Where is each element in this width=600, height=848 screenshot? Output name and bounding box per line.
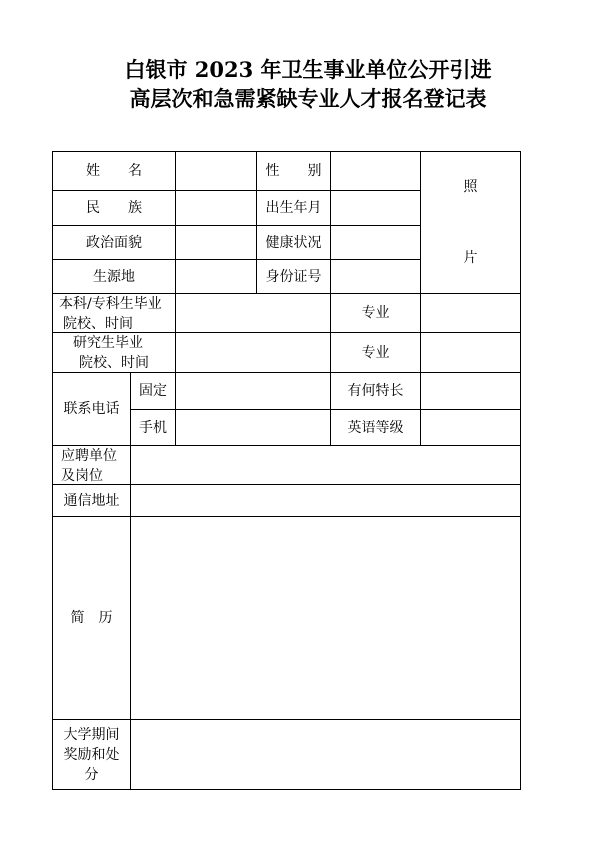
grad-label xyxy=(53,333,175,372)
birth-date-label: 出生年月 xyxy=(265,200,322,216)
id-number-field[interactable] xyxy=(331,260,420,293)
address-field[interactable] xyxy=(131,485,520,516)
position-label-line-2: 及岗位 xyxy=(61,468,103,484)
grad-major-label: 专业 xyxy=(361,344,390,361)
undergrad-major-field[interactable] xyxy=(421,294,520,332)
undergrad-label-line-1: 本科/专科生毕业 xyxy=(59,296,162,312)
english-level-field[interactable] xyxy=(421,410,520,445)
awards-field[interactable] xyxy=(131,720,520,789)
awards-label xyxy=(53,720,130,789)
id-number-label: 身份证号 xyxy=(265,268,322,285)
awards-label-line-3: 分 xyxy=(84,766,99,783)
grad-major-field[interactable] xyxy=(421,333,520,372)
awards-label-line-1: 大学期间 xyxy=(63,726,120,743)
awards-label-line-2: 奖励和处 xyxy=(63,746,120,763)
undergrad-major-label: 专业 xyxy=(361,305,390,321)
english-level-label: 英语等级 xyxy=(347,419,404,436)
health-status-field[interactable] xyxy=(331,226,420,259)
address-label: 通信地址 xyxy=(63,492,120,509)
resume-field[interactable] xyxy=(131,517,520,719)
ethnicity-field[interactable] xyxy=(176,191,256,225)
position-field[interactable] xyxy=(131,446,520,484)
grad-label-line-2: 院校、时间 xyxy=(79,355,149,371)
landline-label: 固定 xyxy=(139,383,167,399)
birth-date-field[interactable] xyxy=(331,191,420,225)
name-label: 姓 名 xyxy=(86,163,142,179)
resume-label: 简 历 xyxy=(70,610,113,626)
origin-label: 生源地 xyxy=(93,268,135,285)
position-label-line-1: 应聘单位 xyxy=(61,448,117,464)
specialty-field[interactable] xyxy=(421,373,520,409)
name-field[interactable] xyxy=(176,152,256,190)
form-title-line-1: 白银市 2023 年卫生事业单位公开引进 xyxy=(124,57,492,82)
grad-school-field[interactable] xyxy=(176,333,330,372)
origin-field[interactable] xyxy=(176,260,256,293)
photo-label-bottom: 片 xyxy=(463,250,478,266)
undergrad-label-line-2: 院校、时间 xyxy=(63,316,133,332)
landline-field[interactable] xyxy=(176,373,330,409)
gender-label: 性 别 xyxy=(265,163,322,179)
phone-label: 联系电话 xyxy=(63,401,120,417)
gender-field[interactable] xyxy=(331,152,420,190)
political-status-field[interactable] xyxy=(176,226,256,259)
grad-label-line-1: 研究生毕业 xyxy=(73,335,143,351)
undergrad-school-field[interactable] xyxy=(176,294,330,332)
specialty-label: 有何特长 xyxy=(347,383,404,399)
health-status-label: 健康状况 xyxy=(265,234,322,251)
undergrad-label xyxy=(53,294,175,332)
form-title-line-2: 高层次和急需紧缺专业人才报名登记表 xyxy=(129,86,487,111)
mobile-field[interactable] xyxy=(176,410,330,445)
political-status-label: 政治面貌 xyxy=(86,234,142,251)
ethnicity-label: 民 族 xyxy=(86,200,142,216)
photo-label-top: 照 xyxy=(463,179,478,195)
position-label xyxy=(53,446,130,484)
mobile-label: 手机 xyxy=(139,419,167,436)
